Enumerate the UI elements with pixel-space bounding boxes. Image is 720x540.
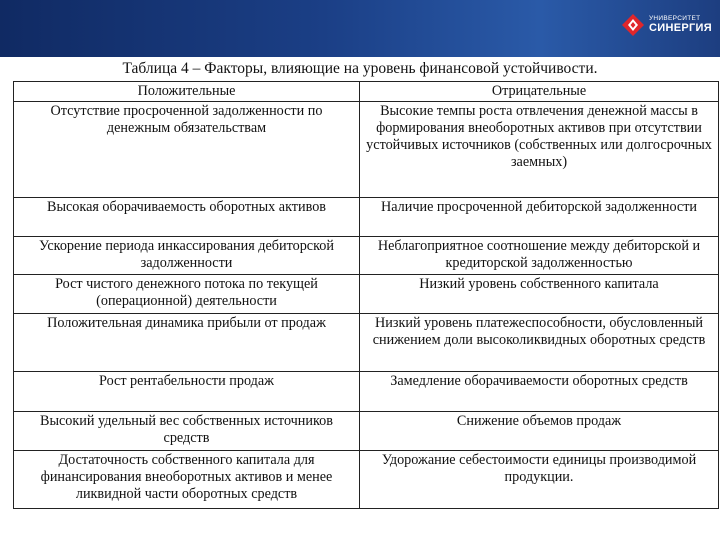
table-row bbox=[14, 102, 719, 198]
synergy-logo-icon bbox=[622, 14, 644, 36]
table-row bbox=[14, 451, 719, 509]
positive-factor: Рост рентабельности продаж bbox=[14, 372, 360, 412]
negative-factor: Замедление оборачиваемости оборотных средств bbox=[360, 372, 719, 412]
positive-factor: Рост чистого денежного потока по текущей (операционной) деятельности bbox=[14, 275, 360, 314]
table-row bbox=[14, 314, 719, 372]
table-row bbox=[14, 275, 719, 314]
negative-factor: Неблагоприятное соотношение между дебиторской и кредиторской задолженностью bbox=[360, 237, 719, 275]
logo-name: СИНЕРГИЯ bbox=[649, 21, 712, 34]
logo-caption: УНИВЕРСИТЕТ bbox=[649, 15, 701, 23]
table-row bbox=[14, 198, 719, 237]
table-row bbox=[14, 372, 719, 412]
table-row bbox=[14, 412, 719, 451]
positive-factor: Достаточность собственного капитала для финансирования внеоборотных активов и менее ликвидной части оборотных средств bbox=[14, 451, 360, 509]
negative-factor: Наличие просроченной дебиторской задолженности bbox=[360, 198, 719, 237]
positive-factor: Положительная динамика прибыли от продаж bbox=[14, 314, 360, 372]
negative-factor: Низкий уровень собственного капитала bbox=[360, 275, 719, 314]
factors-table bbox=[13, 81, 719, 509]
table-row bbox=[14, 237, 719, 275]
table-header-row bbox=[14, 82, 719, 102]
university-logo bbox=[622, 14, 712, 36]
positive-factor: Отсутствие просроченной задолженности по денежным обязательствам bbox=[14, 102, 360, 198]
table-title: Таблица 4 – Факторы, влияющие на уровень финансовой устойчивости. bbox=[122, 60, 598, 77]
header-positive: Положительные bbox=[14, 82, 360, 102]
positive-factor: Высокий удельный вес собственных источников средств bbox=[14, 412, 360, 451]
slide-header-bar bbox=[0, 0, 720, 57]
positive-factor: Высокая оборачиваемость оборотных активов bbox=[14, 198, 360, 237]
positive-factor: Ускорение периода инкассирования дебиторской задолженности bbox=[14, 237, 360, 275]
negative-factor: Снижение объемов продаж bbox=[360, 412, 719, 451]
header-negative: Отрицательные bbox=[360, 82, 719, 102]
negative-factor: Высокие темпы роста отвлечения денежной массы в формирования внеоборотных активов при отсутствии устойчивых источников (собственных или долгосрочных заемных) bbox=[360, 102, 719, 198]
negative-factor: Удорожание себестоимости единицы производимой продукции. bbox=[360, 451, 719, 509]
negative-factor: Низкий уровень платежеспособности, обусловленный снижением доли высоколиквидных оборотных средств bbox=[360, 314, 719, 372]
